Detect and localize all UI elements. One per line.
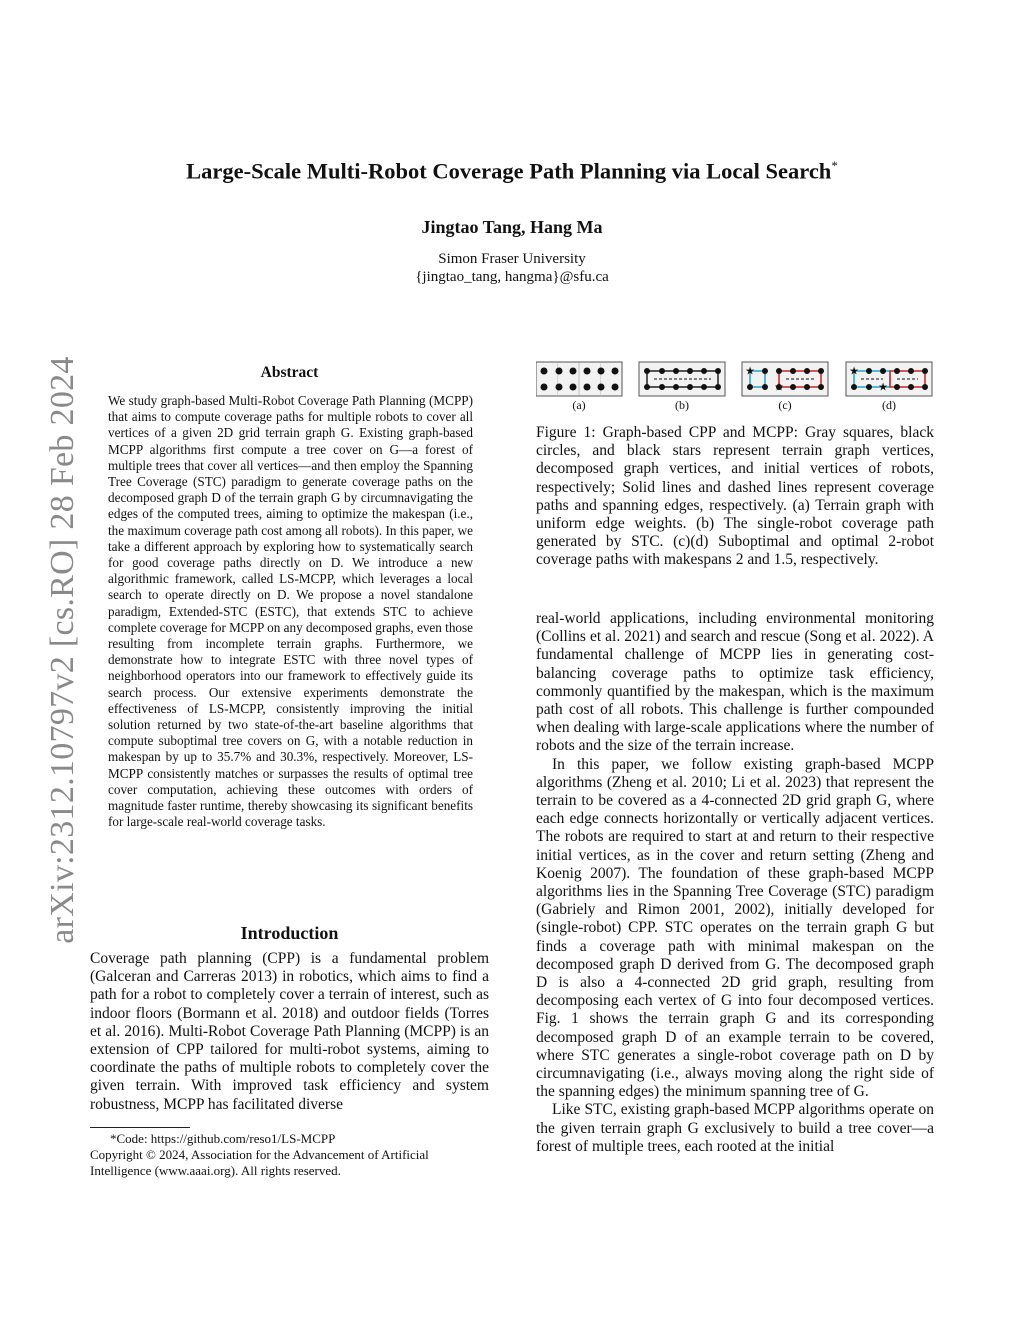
footnote-block [90, 1131, 490, 1179]
affiliation-block [90, 250, 934, 286]
svg-text:★: ★ [849, 365, 859, 378]
figure-caption: Figure 1: Graph-based CPP and MCPP: Gray squares, black circles, and black stars represent terrain graph vertices, decomposed graph vertices, and initial vertices of robots, respectively; Solid lines and dashed lines represent coverage paths and spanning edges, respectively. (a) Terrain graph with uniform edge weights. (b) The single-robot coverage path generated by STC. (c)(d) Suboptimal and optimal 2-robot coverage paths with makespans 2 and 1.5, respectively. [536, 424, 934, 569]
figure-1 [536, 360, 934, 414]
figure-label-b: (b) [675, 398, 689, 412]
footnote-code-link: *Code: https://github.com/reso1/LS-MCPP [110, 1131, 336, 1146]
figure-panel-d [846, 362, 932, 396]
figure-panel-a [536, 362, 622, 396]
abstract-heading: Abstract [260, 364, 319, 381]
affiliation: Simon Fraser University [438, 251, 586, 267]
figure-label-d: (d) [882, 398, 896, 412]
figure-label-a: (a) [572, 398, 586, 412]
figure-panel-c [742, 362, 828, 396]
svg-text:★: ★ [745, 365, 755, 378]
svg-text:★: ★ [878, 381, 888, 394]
author-list: Jingtao Tang, Hang Ma [421, 217, 603, 237]
footnote-rule [90, 1127, 190, 1128]
title-text: Large-Scale Multi-Robot Coverage Path Planning via Local Search [186, 158, 832, 184]
right-column [536, 610, 934, 1156]
abstract-text: We study graph-based Multi-Robot Coverage Path Planning (MCPP) that aims to compute coverage paths for multiple robots to cover all vertices of a given 2D grid terrain graph G. Existing graph-based MCPP algorithms first compute a tree cover on G—a forest of multiple trees that cover all vertices—and then employ the Spanning Tree Coverage (STC) paradigm to generate coverage paths on the decomposed graph D of the terrain graph G by circumnavigating the edges of the computed trees, aiming to optimize the makespan (i.e., the maximum coverage path cost among all robots). In this paper, we take a different approach by exploring how to systematically search for good coverage paths directly on D. We introduce a new algorithmic framework, called LS-MCPP, which leverages a local search to operate directly on D. We propose a novel standalone paradigm, Extended-STC (ESTC), that extends STC to achieve complete coverage for MCPP on any decomposed graphs, even those resulting from incomplete terrain graphs. Furthermore, we demonstrate how to integrate ESTC with three novel types of neighborhood operators into our framework to effectively guide its search process. Our extensive experiments demonstrate the effectiveness of LS-MCPP, consistently improving the initial solution returned by two state-of-the-art baseline algorithms that compute suboptimal tree covers on G, with a notable reduction in makespan by up to 35.7% and 30.3%, respectively. Moreover, LS-MCPP consistently matches or surpasses the results of optimal tree cover computation, achieving these outcomes with orders of magnitude faster runtime, thereby showcasing its significant benefits for large-scale real-world coverage tasks. [108, 393, 473, 830]
figure-panel-b [639, 362, 725, 396]
author-email: {jingtao_tang, hangma}@sfu.ca [415, 269, 609, 285]
introduction-heading: Introduction [240, 923, 339, 943]
abstract-body [108, 393, 473, 830]
svg-text:★: ★ [774, 381, 784, 394]
introduction-column [90, 950, 489, 1114]
footnote-copyright: Copyright © 2024, Association for the Advancement of Artificial Intelligence (www.aaai.org). All rights reserved. [90, 1147, 429, 1178]
figure-label-c: (c) [778, 398, 792, 412]
arxiv-identifier: arXiv:2312.10797v2 [cs.RO] 28 Feb 2024 [44, 356, 81, 944]
title-footnote-mark: * [831, 158, 838, 173]
introduction-paragraph: Coverage path planning (CPP) is a fundamental problem (Galceran and Carreras 2013) in robotics, which aims to find a path for a robot to completely cover a terrain of interest, such as indoor floors (Bormann et al. 2018) and outdoor fields (Torres et al. 2016). Multi-Robot Coverage Path Planning (MCPP) is an extension of CPP tailored for multi-robot systems, aiming to coordinate the paths of multiple robots to completely cover the given terrain. With improved task efficiency and system robustness, MCPP has facilitated diverse [90, 950, 489, 1113]
right-paragraph-1: real-world applications, including environmental monitoring (Collins et al. 2021) and search and rescue (Song et al. 2022). A fundamental challenge of MCPP lies in generating cost-balancing coverage paths to optimize task efficiency, commonly quantified by the makespan, which is the maximum path cost of all robots. This challenge is further compounded when dealing with large-scale applications where the number of robots and the size of the terrain increase. [536, 610, 934, 755]
paper-title [90, 158, 934, 185]
right-paragraph-2: In this paper, we follow existing graph-based MCPP algorithms (Zheng et al. 2010; Li et al. 2023) that represent the terrain to be covered as a 4-connected 2D grid graph G, where each edge connects horizontally or vertically adjacent vertices. The robots are required to start at and return to their respective initial vertices, as in the cover and return setting (Zheng and Koenig 2007). The foundation of these graph-based MCPP algorithms lies in the Spanning Tree Coverage (STC) paradigm (Gabriely and Rimon 2001, 2002), initially developed for (single-robot) CPP. STC operates on the terrain graph G but finds a coverage path with minimal makespan on the decomposed graph D derived from G. The decomposed graph D is also a 4-connected 2D grid graph, resulting from decomposing each vertex of G into four decomposed vertices. Fig. 1 shows the terrain graph G and its corresponding decomposed graph D of an example terrain to be covered, where STC generates a single-robot coverage path on D by circumnavigating (i.e., always moving along the right side of the spanning edges) the minimum spanning tree of G. [536, 755, 934, 1101]
right-paragraph-3: Like STC, existing graph-based MCPP algorithms operate on the given terrain graph G exclusively to build a tree cover—a forest of multiple trees, each rooted at the initial [536, 1101, 934, 1155]
